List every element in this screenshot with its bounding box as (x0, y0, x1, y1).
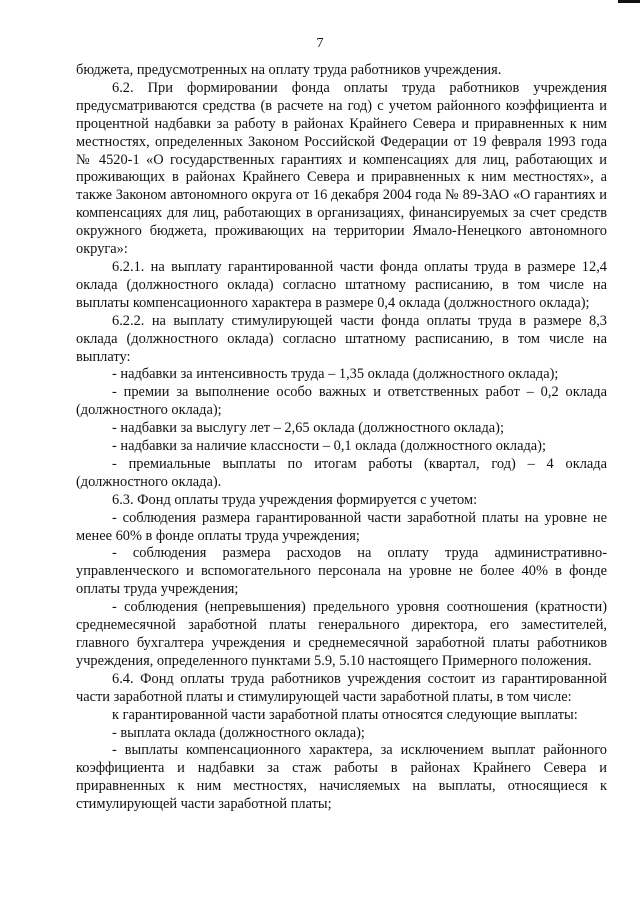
list-item: - соблюдения (непревышения) предельного уровня соотношения (кратности) среднемесячной заработной платы генерального директора, его заместителей, главного бухгалтера учреждения и среднемесячной заработной платы работников учреждения, определенного пунктами 5.9, 5.10 настоящего Примерного положения. (76, 599, 607, 669)
paragraph: 6.2.1. на выплату гарантированной части фонда оплаты труда в размере 12,4 оклада (должностного оклада) согласно штатному расписанию, в том числе на выплаты компенсационного характера в размере 0,4 оклада (должностного оклада); (76, 258, 607, 311)
list-item: - премии за выполнение особо важных и ответственных работ – 0,2 оклада (должностного оклада); (76, 384, 607, 419)
list-item: - премиальные выплаты по итогам работы (квартал, год) – 4 оклада (должностного оклада). (76, 455, 607, 490)
page-number: 7 (316, 36, 324, 51)
list-item: - надбавки за выслугу лет – 2,65 оклада (должностного оклада); (112, 420, 504, 437)
list-item: - выплаты компенсационного характера, за исключением выплат районного коэффициента и надбавки за стаж работы в районах Крайнего Севера и приравненных к ним местностях, начисляемых на выплаты, относящиеся к стимулирующей части заработной платы; (76, 742, 607, 813)
list-item: - надбавки за наличие классности – 0,1 оклада (должностного оклада); (112, 438, 546, 455)
paragraph: 6.4. Фонд оплаты труда работников учреждения состоит из гарантированной части заработной платы и стимулирующей части заработной платы, в том числе: (76, 670, 607, 705)
paragraph: 6.3. Фонд оплаты труда учреждения формируется с учетом: (112, 491, 478, 508)
paragraph: к гарантированной части заработной платы относятся следующие выплаты: (112, 706, 578, 723)
document-body (76, 62, 607, 814)
list-item: - выплата оклада (должностного оклада); (112, 724, 365, 741)
list-item: - надбавки за интенсивность труда – 1,35 оклада (должностного оклада); (112, 366, 559, 383)
scan-edge-mark (618, 0, 640, 3)
list-item: - соблюдения размера расходов на оплату труда административно-управленческого и вспомогательного персонала на уровне не более 40% в фонде оплаты труда учреждения; (76, 545, 607, 598)
paragraph: 6.2. При формировании фонда оплаты труда работников учреждения предусматриваются средства (в расчете на год) с учетом районного коэффициента и процентной надбавки за работу в районах Крайнего Севера и приравненных к ним местностях, определенных Законом Российской Федерации от 19 февраля 1993 года № 4520-1 «О государственных гарантиях и компенсациях для лиц, работающих и проживающих в районах Крайнего Севера и приравненных к ним местностях», а также Законом автономного округа от 16 декабря 2004 года № 89-ЗАО «О гарантиях и компенсациях для лиц, работающих в организациях, финансируемых за счет средств окружного бюджета, проживающих на территории Ямало-Ненецкого автономного округа»: (76, 79, 607, 258)
list-item: - соблюдения размера гарантированной части заработной платы на уровне не менее 60% в фонде оплаты труда учреждения; (76, 509, 607, 544)
paragraph: 6.2.2. на выплату стимулирующей части фонда оплаты труда в размере 8,3 оклада (должностного оклада) согласно штатному расписанию, в том числе на выплату: (76, 312, 607, 365)
paragraph: бюджета, предусмотренных на оплату труда работников учреждения. (76, 62, 502, 78)
